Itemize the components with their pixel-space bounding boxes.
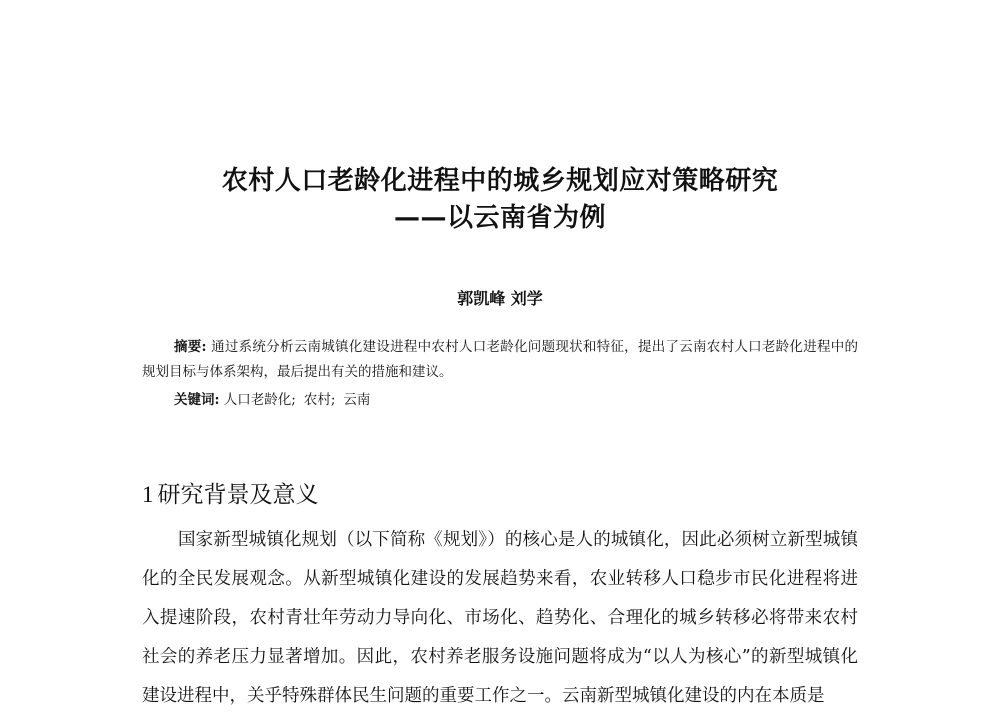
abstract-label: 摘要: xyxy=(174,339,207,355)
section-heading xyxy=(142,476,319,509)
abstract-text: 通过系统分析云南城镇化建设进程中农村人口老龄化问题现状和特征，提出了云南农村人口老龄化进程中的规划目标与体系架构，最后提出有关的措施和建议。 xyxy=(142,339,859,380)
body-paragraph: 国家新型城镇化规划（以下简称《规划》）的核心是人的城镇化，因此必须树立新型城镇化的全民发展观念。从新型城镇化建设的发展趋势来看，农业转移人口稳步市民化进程将进入提速阶段，农村青壮年劳动力导向化、市场化、趋势化、合理化的城乡转移必将带来农村社会的养老压力显著增加。因此，农村养老服务设施问题将成为“以人为核心”的新型城镇化建设进程中，关乎特殊群体民生问题的重要工作之一。云南新型城镇化建设的内在本质是 xyxy=(142,530,858,706)
abstract xyxy=(142,335,858,385)
keyword-item: 人口老龄化; xyxy=(223,392,296,408)
authors: 郭凯峰 刘学 xyxy=(457,289,543,308)
keyword-item: 云南 xyxy=(343,392,371,408)
keywords xyxy=(174,388,370,413)
section-number: 1 xyxy=(142,482,154,507)
keyword-item: 农村; xyxy=(303,392,336,408)
section-title: 研究背景及意义 xyxy=(157,482,319,508)
paper-subtitle: ——以云南省为例 xyxy=(393,203,606,233)
paper-title: 农村人口老龄化进程中的城乡规划应对策略研究 xyxy=(221,166,779,196)
keywords-label: 关键词: xyxy=(174,392,220,408)
